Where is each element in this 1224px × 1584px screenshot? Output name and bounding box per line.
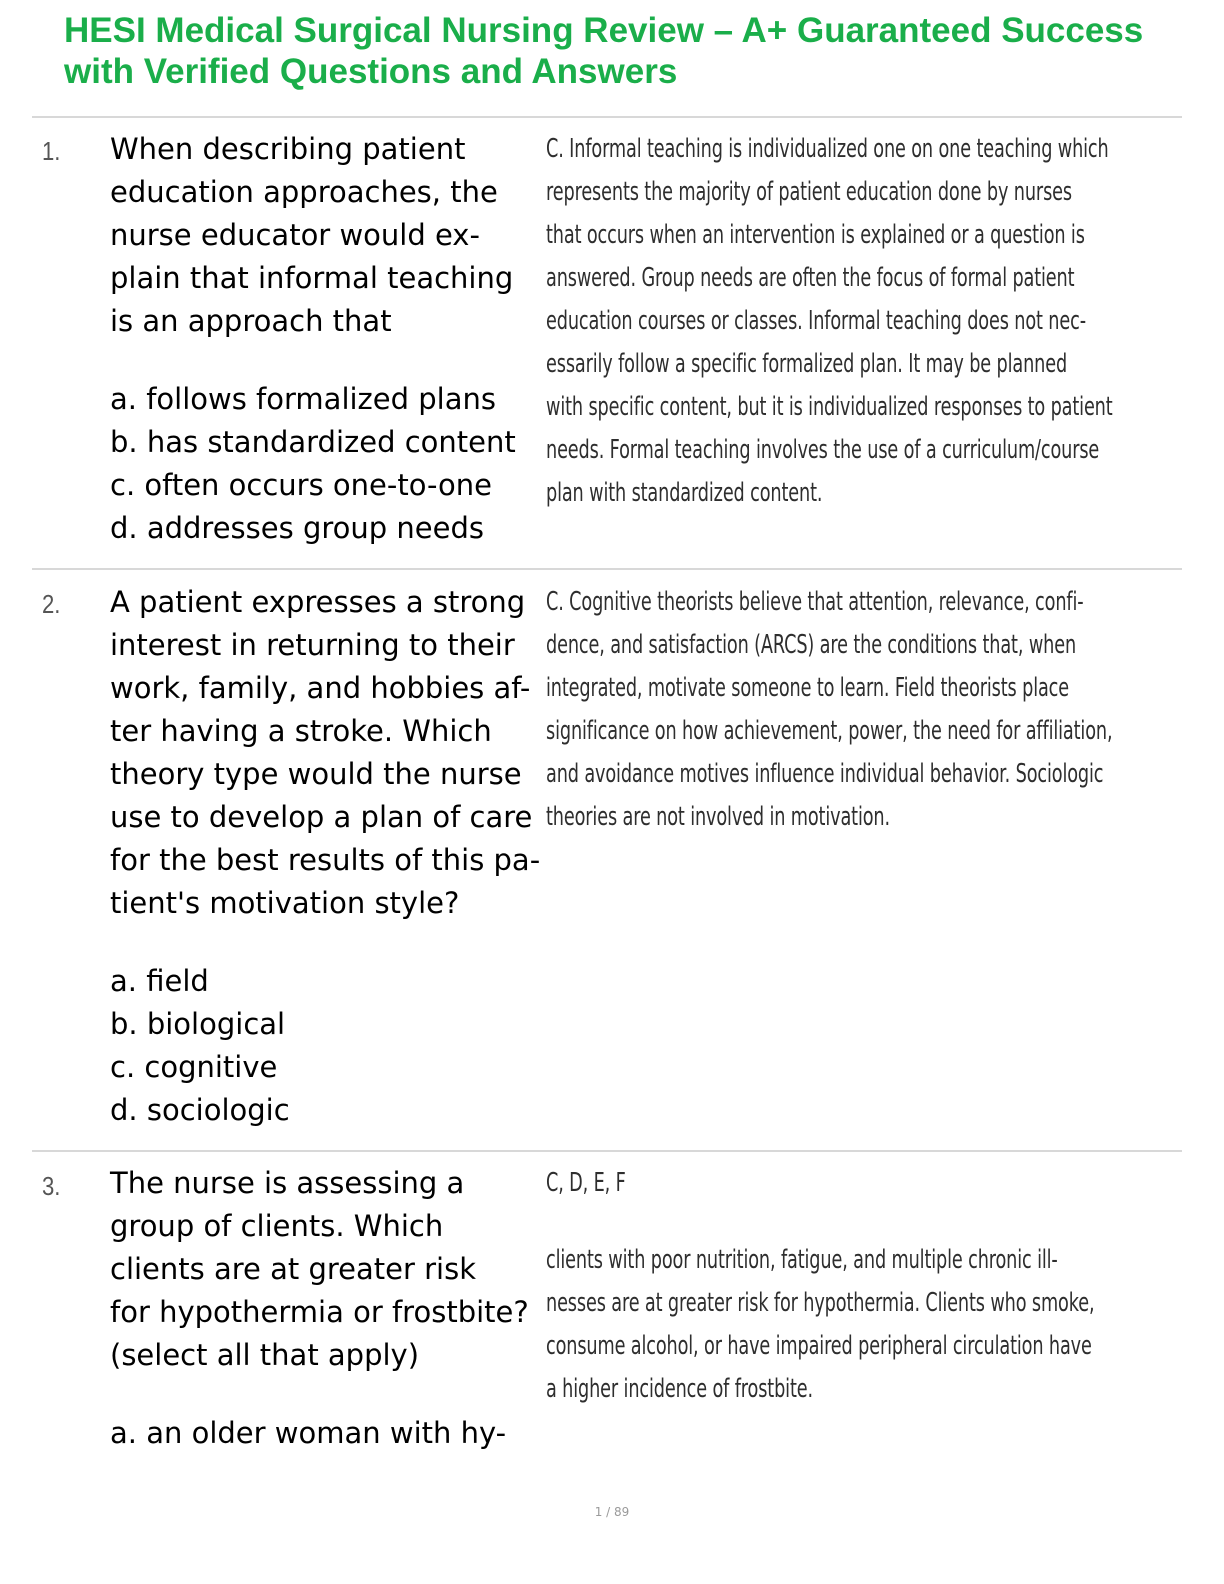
stem-line: interest in returning to their: [110, 628, 515, 662]
question-3-rationale: [546, 1162, 1095, 1411]
rationale-line: with specific content, but it is individualized responses to patient: [546, 392, 1113, 422]
question-1-stem: [110, 128, 550, 550]
rationale-line: a higher incidence of frostbite.: [546, 1374, 813, 1404]
question-2-stem: [110, 581, 550, 1132]
answer-option: d. addresses group needs: [110, 511, 484, 545]
stem-line: work, family, and hobbies af-: [110, 671, 531, 705]
question-2-rationale: [546, 581, 1113, 839]
rationale-line: needs. Formal teaching involves the use of a curriculum/course: [546, 435, 1100, 465]
answer-option: b. has standardized content: [110, 425, 516, 459]
divider: [32, 1150, 1182, 1152]
answer-option: c. cognitive: [110, 1050, 278, 1084]
stem-line: group of clients. Which: [110, 1209, 444, 1243]
rationale-line: that occurs when an intervention is explained or a question is: [546, 220, 1085, 250]
rationale-line: integrated, motivate someone to learn. Field theorists place: [546, 673, 1070, 703]
rationale-line: nesses are at greater risk for hypothermia. Clients who smoke,: [546, 1288, 1095, 1318]
stem-line: plain that informal teaching: [110, 261, 514, 295]
rationale-line: represents the majority of patient education done by nurses: [546, 177, 1072, 207]
rationale-line: C. Cognitive theorists believe that attention, relevance, confi-: [546, 587, 1084, 617]
rationale-line: theories are not involved in motivation.: [546, 802, 890, 832]
page-indicator: 1 / 89: [594, 1505, 630, 1519]
stem-line: The nurse is assessing a: [110, 1166, 465, 1200]
rationale-line: significance on how achievement, power, the need for affiliation,: [546, 716, 1113, 746]
question-1-rationale: [546, 128, 1113, 515]
answer-key: C, D, E, F: [546, 1168, 626, 1198]
answer-option: a. an older woman with hy-: [110, 1416, 507, 1450]
document-title: [64, 10, 1184, 92]
stem-line: for hypothermia or frostbite?: [110, 1295, 529, 1329]
rationale-line: plan with standardized content.: [546, 478, 823, 508]
rationale-line: and avoidance motives influence individual behavior. Sociologic: [546, 759, 1104, 789]
question-number: 1.: [42, 136, 61, 166]
stem-line: clients are at greater risk: [110, 1252, 476, 1286]
stem-line: (select all that apply): [110, 1338, 420, 1372]
question-number: 3.: [42, 1171, 61, 1201]
rationale-line: answered. Group needs are often the focus of formal patient: [546, 263, 1075, 293]
rationale-line: C. Informal teaching is individualized one on one teaching which: [546, 134, 1109, 164]
stem-line: nurse educator would ex-: [110, 218, 480, 252]
stem-line: ter having a stroke. Which: [110, 714, 492, 748]
answer-option: c. often occurs one-to-one: [110, 468, 492, 502]
answer-option: d. sociologic: [110, 1093, 290, 1127]
question-number: 2.: [42, 589, 61, 619]
stem-line: use to develop a plan of care: [110, 800, 533, 834]
stem-line: for the best results of this pa-: [110, 843, 541, 877]
divider: [32, 568, 1182, 570]
stem-line: theory type would the nurse: [110, 757, 522, 791]
stem-line: tient's motivation style?: [110, 886, 460, 920]
question-3-stem: [110, 1162, 550, 1455]
answer-option: b. biological: [110, 1007, 286, 1041]
stem-line: When describing patient: [110, 132, 466, 166]
stem-line: A patient expresses a strong: [110, 585, 526, 619]
stem-line: education approaches, the: [110, 175, 498, 209]
rationale-line: clients with poor nutrition, fatigue, and multiple chronic ill-: [546, 1245, 1058, 1275]
rationale-line: essarily follow a specific formalized plan. It may be planned: [546, 349, 1068, 379]
rationale-line: dence, and satisfaction (ARCS) are the conditions that, when: [546, 630, 1077, 660]
answer-option: a. field: [110, 964, 209, 998]
title-line-2: with Verified Questions and Answers: [64, 52, 678, 91]
answer-option: a. follows formalized plans: [110, 382, 496, 416]
divider: [32, 116, 1182, 118]
title-line-1: HESI Medical Surgical Nursing Review – A+ Guaranteed Success: [64, 11, 1144, 50]
rationale-line: education courses or classes. Informal teaching does not nec-: [546, 306, 1086, 336]
stem-line: is an approach that: [110, 304, 392, 338]
rationale-line: consume alcohol, or have impaired peripheral circulation have: [546, 1331, 1092, 1361]
